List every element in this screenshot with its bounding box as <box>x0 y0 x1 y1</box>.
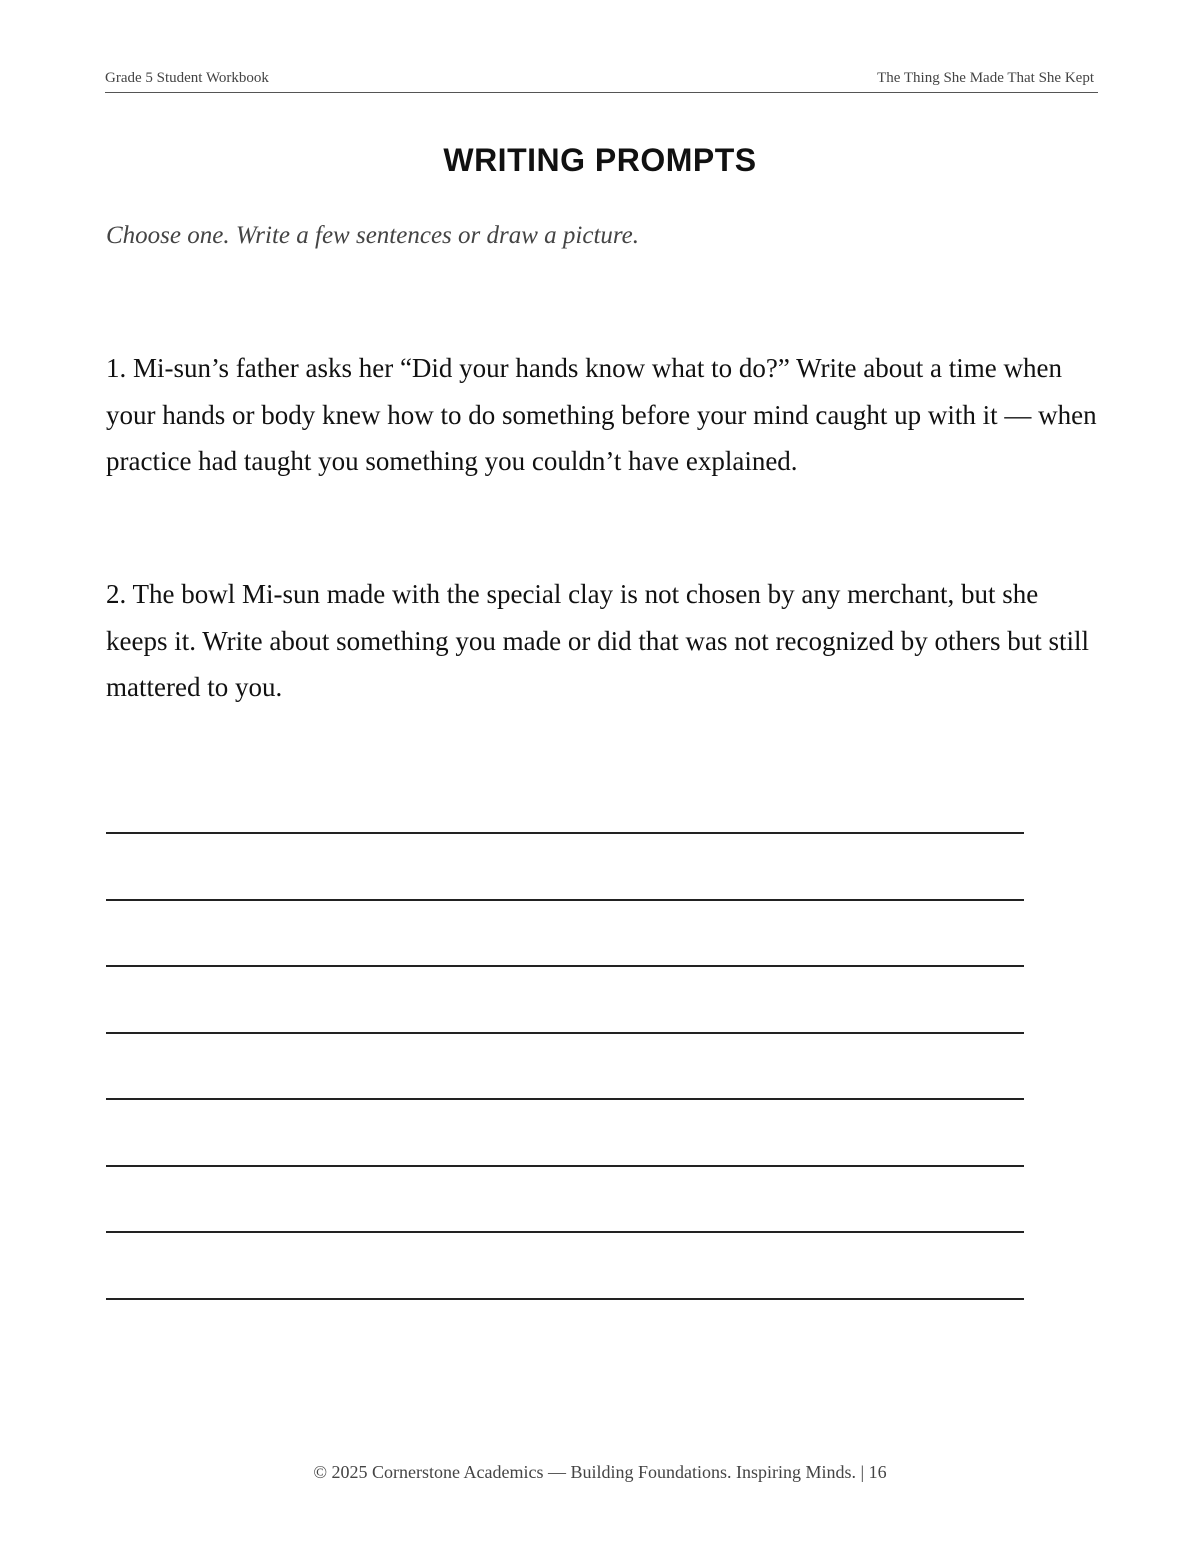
writing-line[interactable] <box>106 832 1024 834</box>
page-footer: © 2025 Cornerstone Academics — Building Foundations. Inspiring Minds. | 16 <box>313 1462 887 1482</box>
workbook-label: Grade 5 Student Workbook <box>105 70 269 86</box>
prompt-2: 2. The bowl Mi-sun made with the special clay is not chosen by any merchant, but she keeps it. Write about something you made or did that was not recognized by others but still mattered to you. <box>106 579 1089 702</box>
writing-line[interactable] <box>106 1231 1024 1233</box>
writing-line[interactable] <box>106 965 1024 967</box>
prompt-1: 1. Mi-sun’s father asks her “Did your hands know what to do?” Write about a time when your hands or body knew how to do something before your mind caught up with it — when practice had taught you something you couldn’t have explained. <box>106 353 1097 476</box>
instructions: Choose one. Write a few sentences or draw a picture. <box>106 222 640 249</box>
page-title: WRITING PROMPTS <box>443 142 757 178</box>
writing-line[interactable] <box>106 1098 1024 1100</box>
writing-line[interactable] <box>106 899 1024 901</box>
writing-line[interactable] <box>106 1032 1024 1034</box>
page-header <box>105 68 1098 93</box>
writing-line[interactable] <box>106 1165 1024 1167</box>
writing-area[interactable] <box>106 832 1024 1364</box>
story-title: The Thing She Made That She Kept <box>877 70 1094 86</box>
writing-line[interactable] <box>106 1298 1024 1300</box>
